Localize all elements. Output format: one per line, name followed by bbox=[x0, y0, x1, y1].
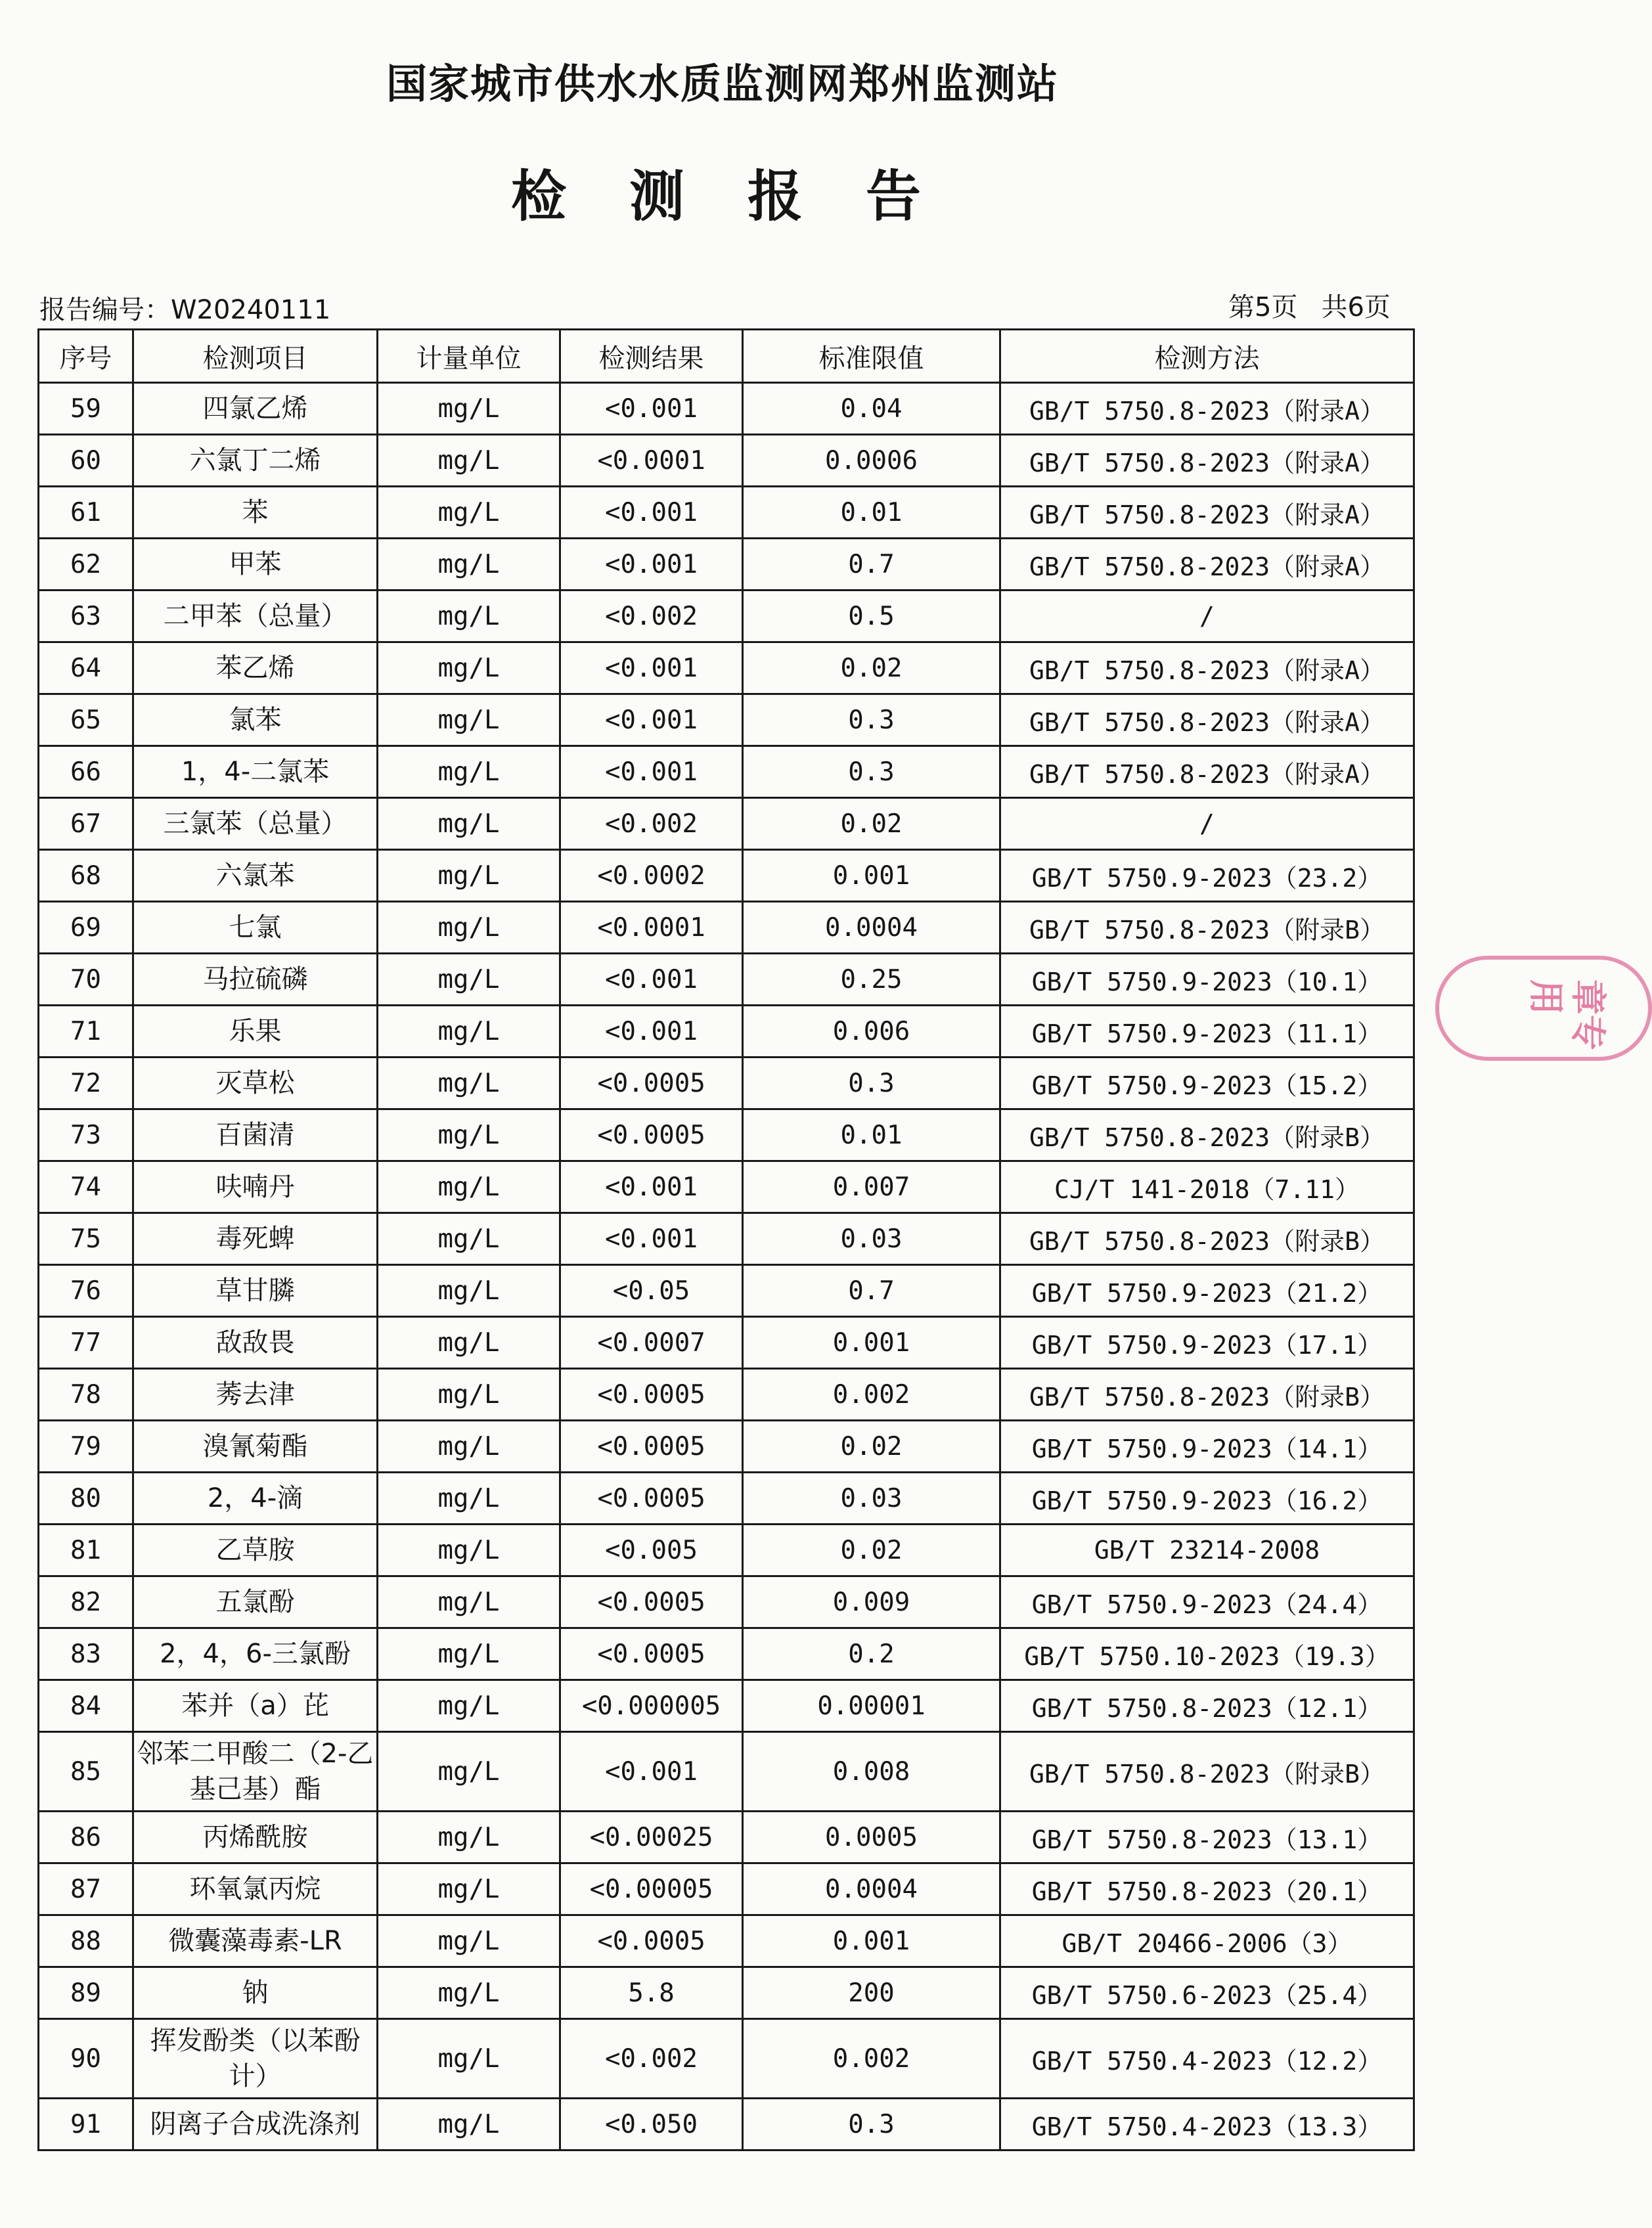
cell-method: GB/T 5750.9-2023（24.4） bbox=[1000, 1576, 1414, 1628]
cell-result: <0.002 bbox=[560, 590, 743, 642]
cell-method: GB/T 23214-2008 bbox=[1000, 1525, 1414, 1576]
cell-limit: 0.25 bbox=[743, 954, 1000, 1006]
cell-method: GB/T 5750.8-2023（13.1） bbox=[1000, 1812, 1414, 1863]
cell-limit: 0.01 bbox=[743, 1109, 1000, 1161]
cell-limit: 0.001 bbox=[743, 1915, 1000, 1967]
organization-title: 国家城市供水水质监测网郑州监测站 bbox=[386, 60, 1059, 108]
cell-result: <0.002 bbox=[560, 798, 743, 850]
cell-no: 76 bbox=[39, 1265, 133, 1317]
cell-method: GB/T 5750.9-2023（21.2） bbox=[1000, 1265, 1414, 1317]
cell-no: 74 bbox=[39, 1161, 133, 1213]
cell-method: GB/T 5750.4-2023（12.2） bbox=[1000, 2019, 1414, 2099]
cell-no: 88 bbox=[39, 1915, 133, 1967]
cell-item: 丙烯酰胺 bbox=[133, 1812, 378, 1863]
cell-unit: mg/L bbox=[378, 1058, 560, 1109]
cell-limit: 0.02 bbox=[743, 798, 1000, 850]
cell-unit: mg/L bbox=[378, 1915, 560, 1967]
cell-limit: 0.01 bbox=[743, 487, 1000, 539]
cell-item: 邻苯二甲酸二（2-乙基己基）酯 bbox=[133, 1732, 378, 1812]
cell-limit: 0.0005 bbox=[743, 1812, 1000, 1863]
cell-item: 2，4，6-三氯酚 bbox=[133, 1628, 378, 1680]
column-header-item: 检测项目 bbox=[133, 330, 378, 383]
table-row bbox=[39, 694, 1414, 746]
cell-no: 90 bbox=[39, 2019, 133, 2099]
cell-unit: mg/L bbox=[378, 539, 560, 590]
cell-no: 66 bbox=[39, 746, 133, 798]
cell-no: 71 bbox=[39, 1006, 133, 1058]
cell-unit: mg/L bbox=[378, 1576, 560, 1628]
cell-limit: 0.002 bbox=[743, 1369, 1000, 1421]
cell-no: 68 bbox=[39, 850, 133, 902]
document-title-char: 检 bbox=[510, 164, 579, 229]
cell-method: CJ/T 141-2018（7.11） bbox=[1000, 1161, 1414, 1213]
cell-no: 69 bbox=[39, 902, 133, 954]
cell-item: 苯并（a）芘 bbox=[133, 1680, 378, 1732]
cell-limit: 0.03 bbox=[743, 1213, 1000, 1265]
document-title-char: 报 bbox=[748, 164, 816, 229]
cell-result: <0.00025 bbox=[560, 1812, 743, 1863]
cell-limit: 0.001 bbox=[743, 1317, 1000, 1369]
table-header-row bbox=[39, 330, 1414, 383]
cell-unit: mg/L bbox=[378, 746, 560, 798]
cell-unit: mg/L bbox=[378, 850, 560, 902]
cell-method: GB/T 5750.8-2023（附录A） bbox=[1000, 746, 1414, 798]
cell-no: 87 bbox=[39, 1863, 133, 1915]
table-row bbox=[39, 954, 1414, 1006]
cell-method: GB/T 5750.8-2023（附录B） bbox=[1000, 1109, 1414, 1161]
cell-limit: 0.7 bbox=[743, 539, 1000, 590]
cell-unit: mg/L bbox=[378, 1967, 560, 2019]
table-row bbox=[39, 1109, 1414, 1161]
cell-item: 苯乙烯 bbox=[133, 642, 378, 694]
cell-result: <0.001 bbox=[560, 642, 743, 694]
cell-item: 环氧氯丙烷 bbox=[133, 1863, 378, 1915]
cell-method: GB/T 20466-2006（3） bbox=[1000, 1915, 1414, 1967]
cell-no: 72 bbox=[39, 1058, 133, 1109]
page-current: 第5页 bbox=[1228, 292, 1298, 323]
cell-method: / bbox=[1000, 798, 1414, 850]
cell-limit: 0.3 bbox=[743, 2099, 1000, 2150]
cell-result: <0.0001 bbox=[560, 435, 743, 487]
cell-method: GB/T 5750.9-2023（23.2） bbox=[1000, 850, 1414, 902]
cell-no: 60 bbox=[39, 435, 133, 487]
table-row bbox=[39, 1317, 1414, 1369]
column-header-method: 检测方法 bbox=[1000, 330, 1414, 383]
cell-method: GB/T 5750.9-2023（14.1） bbox=[1000, 1421, 1414, 1473]
cell-result: <0.0005 bbox=[560, 1473, 743, 1525]
cell-item: 百菌清 bbox=[133, 1109, 378, 1161]
cell-result: <0.0005 bbox=[560, 1628, 743, 1680]
cell-unit: mg/L bbox=[378, 902, 560, 954]
table-row bbox=[39, 1006, 1414, 1058]
cell-method: GB/T 5750.8-2023（附录B） bbox=[1000, 1369, 1414, 1421]
cell-limit: 0.007 bbox=[743, 1161, 1000, 1213]
cell-result: <0.050 bbox=[560, 2099, 743, 2150]
table-row bbox=[39, 435, 1414, 487]
page-total: 共6页 bbox=[1321, 292, 1391, 323]
table-row bbox=[39, 2099, 1414, 2150]
cell-limit: 0.2 bbox=[743, 1628, 1000, 1680]
cell-unit: mg/L bbox=[378, 1369, 560, 1421]
cell-no: 67 bbox=[39, 798, 133, 850]
table-row bbox=[39, 850, 1414, 902]
cell-no: 63 bbox=[39, 590, 133, 642]
cell-unit: mg/L bbox=[378, 435, 560, 487]
table-row bbox=[39, 1213, 1414, 1265]
cell-item: 阴离子合成洗涤剂 bbox=[133, 2099, 378, 2150]
cell-limit: 200 bbox=[743, 1967, 1000, 2019]
cell-limit: 0.3 bbox=[743, 746, 1000, 798]
cell-item: 五氯酚 bbox=[133, 1576, 378, 1628]
cell-method: GB/T 5750.9-2023（10.1） bbox=[1000, 954, 1414, 1006]
table-row bbox=[39, 1421, 1414, 1473]
report-number-value: W20240111 bbox=[171, 295, 331, 325]
document-title bbox=[0, 152, 1445, 232]
cell-result: <0.001 bbox=[560, 1732, 743, 1812]
cell-method: GB/T 5750.8-2023（附录B） bbox=[1000, 1213, 1414, 1265]
cell-result: <0.001 bbox=[560, 1161, 743, 1213]
table-row bbox=[39, 487, 1414, 539]
cell-method: GB/T 5750.8-2023（附录A） bbox=[1000, 383, 1414, 435]
cell-item: 三氯苯（总量） bbox=[133, 798, 378, 850]
cell-item: 六氯苯 bbox=[133, 850, 378, 902]
cell-unit: mg/L bbox=[378, 1317, 560, 1369]
cell-method: / bbox=[1000, 590, 1414, 642]
cell-no: 80 bbox=[39, 1473, 133, 1525]
cell-limit: 0.03 bbox=[743, 1473, 1000, 1525]
cell-no: 61 bbox=[39, 487, 133, 539]
cell-unit: mg/L bbox=[378, 1628, 560, 1680]
cell-unit: mg/L bbox=[378, 798, 560, 850]
cell-item: 四氯乙烯 bbox=[133, 383, 378, 435]
cell-limit: 0.3 bbox=[743, 1058, 1000, 1109]
cell-result: <0.001 bbox=[560, 694, 743, 746]
cell-no: 85 bbox=[39, 1732, 133, 1812]
table-row bbox=[39, 2019, 1414, 2099]
table-row bbox=[39, 1680, 1414, 1732]
seal-stamp: 章专用 bbox=[1435, 956, 1652, 1061]
cell-method: GB/T 5750.8-2023（附录A） bbox=[1000, 435, 1414, 487]
cell-unit: mg/L bbox=[378, 1473, 560, 1525]
column-header-limit: 标准限值 bbox=[743, 330, 1000, 383]
cell-no: 77 bbox=[39, 1317, 133, 1369]
cell-method: GB/T 5750.8-2023（附录A） bbox=[1000, 694, 1414, 746]
cell-no: 70 bbox=[39, 954, 133, 1006]
cell-limit: 0.0006 bbox=[743, 435, 1000, 487]
cell-result: <0.0005 bbox=[560, 1421, 743, 1473]
cell-result: <0.0005 bbox=[560, 1576, 743, 1628]
cell-limit: 0.7 bbox=[743, 1265, 1000, 1317]
cell-no: 79 bbox=[39, 1421, 133, 1473]
cell-limit: 0.002 bbox=[743, 2019, 1000, 2099]
cell-result: <0.001 bbox=[560, 1006, 743, 1058]
cell-item: 乙草胺 bbox=[133, 1525, 378, 1576]
cell-no: 64 bbox=[39, 642, 133, 694]
cell-limit: 0.02 bbox=[743, 1421, 1000, 1473]
table-row bbox=[39, 590, 1414, 642]
cell-item: 氯苯 bbox=[133, 694, 378, 746]
table-row bbox=[39, 1732, 1414, 1812]
cell-result: <0.005 bbox=[560, 1525, 743, 1576]
column-header-result: 检测结果 bbox=[560, 330, 743, 383]
cell-unit: mg/L bbox=[378, 1732, 560, 1812]
table-row bbox=[39, 1967, 1414, 2019]
cell-item: 毒死蜱 bbox=[133, 1213, 378, 1265]
cell-method: GB/T 5750.8-2023（附录A） bbox=[1000, 642, 1414, 694]
cell-item: 六氯丁二烯 bbox=[133, 435, 378, 487]
cell-no: 91 bbox=[39, 2099, 133, 2150]
cell-result: <0.0007 bbox=[560, 1317, 743, 1369]
cell-method: GB/T 5750.4-2023（13.3） bbox=[1000, 2099, 1414, 2150]
cell-item: 七氯 bbox=[133, 902, 378, 954]
table-row bbox=[39, 1369, 1414, 1421]
column-header-no: 序号 bbox=[39, 330, 133, 383]
cell-limit: 0.0004 bbox=[743, 902, 1000, 954]
cell-method: GB/T 5750.10-2023（19.3） bbox=[1000, 1628, 1414, 1680]
cell-item: 灭草松 bbox=[133, 1058, 378, 1109]
cell-limit: 0.00001 bbox=[743, 1680, 1000, 1732]
cell-method: GB/T 5750.6-2023（25.4） bbox=[1000, 1967, 1414, 2019]
cell-no: 83 bbox=[39, 1628, 133, 1680]
cell-no: 89 bbox=[39, 1967, 133, 2019]
cell-unit: mg/L bbox=[378, 487, 560, 539]
cell-result: <0.0001 bbox=[560, 902, 743, 954]
cell-unit: mg/L bbox=[378, 1006, 560, 1058]
table-row bbox=[39, 1265, 1414, 1317]
table-row bbox=[39, 1161, 1414, 1213]
table-row bbox=[39, 798, 1414, 850]
cell-no: 65 bbox=[39, 694, 133, 746]
document-title-char: 测 bbox=[629, 164, 698, 229]
table-row bbox=[39, 1058, 1414, 1109]
cell-unit: mg/L bbox=[378, 1421, 560, 1473]
cell-no: 75 bbox=[39, 1213, 133, 1265]
cell-item: 莠去津 bbox=[133, 1369, 378, 1421]
cell-result: <0.0005 bbox=[560, 1915, 743, 1967]
table-body bbox=[39, 383, 1414, 2150]
cell-result: <0.0005 bbox=[560, 1369, 743, 1421]
cell-result: <0.001 bbox=[560, 487, 743, 539]
cell-item: 敌敌畏 bbox=[133, 1317, 378, 1369]
cell-no: 86 bbox=[39, 1812, 133, 1863]
cell-method: GB/T 5750.9-2023（17.1） bbox=[1000, 1317, 1414, 1369]
cell-no: 82 bbox=[39, 1576, 133, 1628]
cell-result: <0.0005 bbox=[560, 1058, 743, 1109]
cell-method: GB/T 5750.9-2023（11.1） bbox=[1000, 1006, 1414, 1058]
cell-unit: mg/L bbox=[378, 1680, 560, 1732]
cell-item: 马拉硫磷 bbox=[133, 954, 378, 1006]
cell-result: <0.001 bbox=[560, 539, 743, 590]
cell-method: GB/T 5750.8-2023（12.1） bbox=[1000, 1680, 1414, 1732]
column-header-unit: 计量单位 bbox=[378, 330, 560, 383]
cell-result: <0.002 bbox=[560, 2019, 743, 2099]
table-row bbox=[39, 746, 1414, 798]
table-row bbox=[39, 1525, 1414, 1576]
cell-unit: mg/L bbox=[378, 694, 560, 746]
cell-item: 甲苯 bbox=[133, 539, 378, 590]
cell-result: <0.001 bbox=[560, 746, 743, 798]
cell-limit: 0.001 bbox=[743, 850, 1000, 902]
cell-unit: mg/L bbox=[378, 1109, 560, 1161]
table-row bbox=[39, 642, 1414, 694]
table-row bbox=[39, 1863, 1414, 1915]
cell-limit: 0.3 bbox=[743, 694, 1000, 746]
cell-no: 81 bbox=[39, 1525, 133, 1576]
cell-result: <0.001 bbox=[560, 383, 743, 435]
cell-method: GB/T 5750.9-2023（15.2） bbox=[1000, 1058, 1414, 1109]
results-table bbox=[37, 328, 1415, 2151]
cell-unit: mg/L bbox=[378, 1265, 560, 1317]
table-row bbox=[39, 1473, 1414, 1525]
cell-unit: mg/L bbox=[378, 1213, 560, 1265]
cell-method: GB/T 5750.8-2023（20.1） bbox=[1000, 1863, 1414, 1915]
cell-no: 73 bbox=[39, 1109, 133, 1161]
cell-no: 84 bbox=[39, 1680, 133, 1732]
table-row bbox=[39, 539, 1414, 590]
cell-unit: mg/L bbox=[378, 642, 560, 694]
cell-unit: mg/L bbox=[378, 590, 560, 642]
cell-unit: mg/L bbox=[378, 1863, 560, 1915]
cell-item: 二甲苯（总量） bbox=[133, 590, 378, 642]
cell-result: <0.0002 bbox=[560, 850, 743, 902]
cell-method: GB/T 5750.9-2023（16.2） bbox=[1000, 1473, 1414, 1525]
cell-unit: mg/L bbox=[378, 1812, 560, 1863]
cell-result: <0.000005 bbox=[560, 1680, 743, 1732]
page-indicator bbox=[1228, 286, 1391, 324]
cell-item: 钠 bbox=[133, 1967, 378, 2019]
cell-no: 59 bbox=[39, 383, 133, 435]
cell-result: <0.0005 bbox=[560, 1109, 743, 1161]
cell-result: <0.001 bbox=[560, 1213, 743, 1265]
cell-item: 呋喃丹 bbox=[133, 1161, 378, 1213]
cell-method: GB/T 5750.8-2023（附录A） bbox=[1000, 539, 1414, 590]
cell-method: GB/T 5750.8-2023（附录B） bbox=[1000, 1732, 1414, 1812]
cell-item: 苯 bbox=[133, 487, 378, 539]
cell-unit: mg/L bbox=[378, 1525, 560, 1576]
cell-unit: mg/L bbox=[378, 383, 560, 435]
cell-unit: mg/L bbox=[378, 2019, 560, 2099]
cell-result: <0.00005 bbox=[560, 1863, 743, 1915]
cell-item: 微囊藻毒素-LR bbox=[133, 1915, 378, 1967]
cell-no: 62 bbox=[39, 539, 133, 590]
cell-unit: mg/L bbox=[378, 954, 560, 1006]
cell-result: <0.05 bbox=[560, 1265, 743, 1317]
table-row bbox=[39, 1812, 1414, 1863]
cell-unit: mg/L bbox=[378, 1161, 560, 1213]
cell-method: GB/T 5750.8-2023（附录B） bbox=[1000, 902, 1414, 954]
table-row bbox=[39, 383, 1414, 435]
cell-item: 乐果 bbox=[133, 1006, 378, 1058]
cell-result: <0.001 bbox=[560, 954, 743, 1006]
cell-item: 溴氰菊酯 bbox=[133, 1421, 378, 1473]
cell-limit: 0.02 bbox=[743, 1525, 1000, 1576]
cell-unit: mg/L bbox=[378, 2099, 560, 2150]
table-row bbox=[39, 1915, 1414, 1967]
cell-limit: 0.04 bbox=[743, 383, 1000, 435]
report-number-label: 报告编号： bbox=[39, 295, 171, 325]
cell-item: 草甘膦 bbox=[133, 1265, 378, 1317]
cell-result: 5.8 bbox=[560, 1967, 743, 2019]
cell-limit: 0.006 bbox=[743, 1006, 1000, 1058]
table-row bbox=[39, 1628, 1414, 1680]
table-row bbox=[39, 902, 1414, 954]
cell-limit: 0.5 bbox=[743, 590, 1000, 642]
report-number bbox=[39, 289, 330, 326]
document-title-char: 告 bbox=[866, 164, 935, 229]
cell-item: 2，4-滴 bbox=[133, 1473, 378, 1525]
cell-method: GB/T 5750.8-2023（附录A） bbox=[1000, 487, 1414, 539]
cell-limit: 0.02 bbox=[743, 642, 1000, 694]
cell-limit: 0.009 bbox=[743, 1576, 1000, 1628]
cell-no: 78 bbox=[39, 1369, 133, 1421]
cell-limit: 0.0004 bbox=[743, 1863, 1000, 1915]
cell-item: 挥发酚类（以苯酚计） bbox=[133, 2019, 378, 2099]
table-row bbox=[39, 1576, 1414, 1628]
cell-item: 1，4-二氯苯 bbox=[133, 746, 378, 798]
cell-limit: 0.008 bbox=[743, 1732, 1000, 1812]
